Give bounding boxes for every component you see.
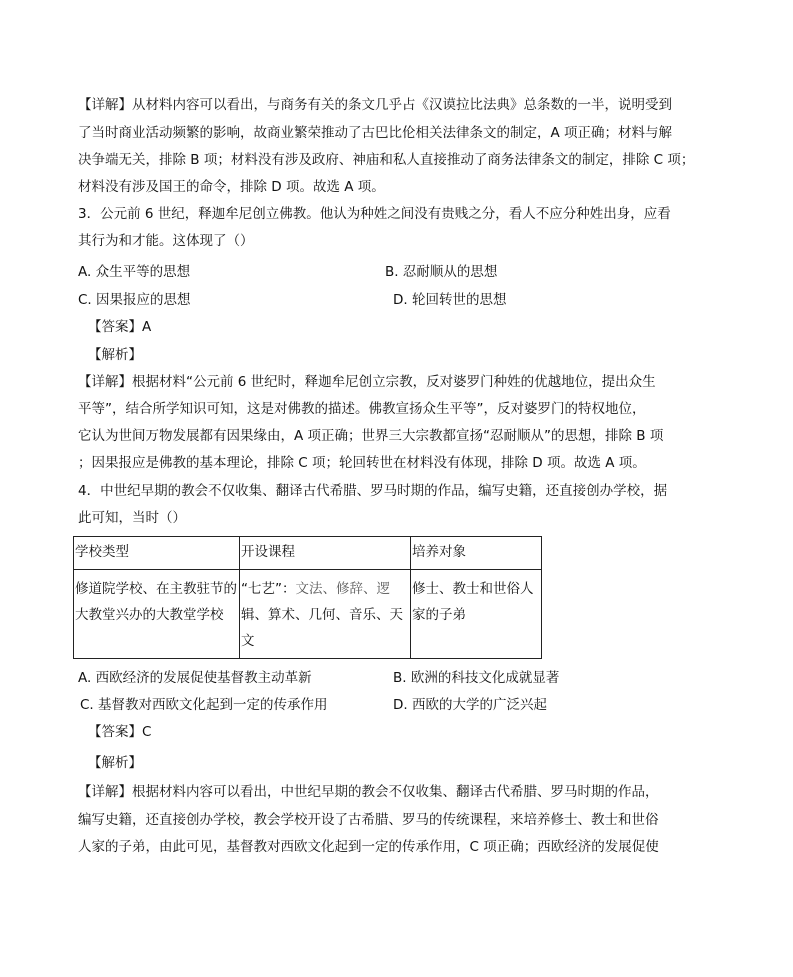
q3-stem-line-1: 3．公元前 6 世纪，释迦牟尼创立佛教。他认为种姓之间没有贵贱之分，看人不应分种姓出身，应看: [78, 206, 671, 222]
q3-detail-line-1: 【详解】根据材料“公元前 6 世纪时，释迦牟尼创立宗教，反对婆罗门种姓的优越地位，提出众生: [78, 374, 656, 390]
course-line: 文: [241, 633, 255, 649]
seven-arts-label: “七艺”：: [241, 581, 296, 597]
q2-detail-line-1: 【详解】从材料内容可以看出，与商务有关的条文几乎占《汉谟拉比法典》总条数的一半，说明受到: [78, 97, 672, 113]
q4-detail-line-1: 【详解】根据材料内容可以看出，中世纪早期的教会不仅收集、翻译古代希腊、罗马时期的作品，: [78, 784, 659, 800]
target-cell: [411, 570, 542, 659]
table-header-cell: 开设课程: [240, 537, 411, 570]
school-type-line: 修道院学校、在主教驻节的: [75, 581, 237, 597]
q2-detail-line-2: 了当时商业活动频繁的影响，故商业繁荣推动了古巴比伦相关法律条文的制定，A 项正确；材料与解: [78, 125, 673, 141]
q4-option-c: C. 基督教对西欧文化起到一定的传承作用: [80, 697, 328, 713]
table-header-cell: 培养对象: [411, 537, 542, 570]
q4-detail-line-2: 编写史籍，还直接创办学校，教会学校开设了古希腊、罗马的传统课程，来培养修士、教士和世俗: [78, 812, 659, 828]
course-cell: [240, 570, 411, 659]
q4-option-a: A. 西欧经济的发展促使基督教主动革新: [78, 670, 312, 686]
table-row: [74, 570, 542, 659]
q3-answer: 【答案】A: [88, 319, 152, 335]
course-line: [241, 576, 409, 602]
q3-analysis-label: 【解析】: [88, 347, 142, 363]
table-header-row: [74, 537, 542, 570]
target-line: 家的子弟: [412, 607, 466, 623]
school-table: [73, 536, 542, 659]
q4-detail-line-3: 人家的子弟，由此可见，基督教对西欧文化起到一定的传承作用，C 项正确；西欧经济的发展促使: [78, 839, 659, 855]
target-line: 修士、教士和世俗人: [412, 581, 534, 597]
q4-option-d: D. 西欧的大学的广泛兴起: [393, 697, 547, 713]
q3-option-a: A. 众生平等的思想: [78, 264, 191, 280]
q2-detail-line-4: 材料没有涉及国王的命令，排除 D 项。故选 A 项。: [78, 179, 385, 195]
table-header-cell: 学校类型: [74, 537, 240, 570]
course-line: 辑、算术、几何、音乐、天: [241, 607, 403, 623]
q4-option-b: B. 欧洲的科技文化成就显著: [393, 670, 560, 686]
q4-answer: 【答案】C: [88, 724, 152, 740]
q3-stem-line-2: 其行为和才能。这体现了（）: [78, 233, 254, 249]
school-type-cell: [74, 570, 240, 659]
q3-detail-line-4: ；因果报应是佛教的基本理论，排除 C 项；轮回转世在材料没有体现，排除 D 项。故选 A 项。: [78, 455, 646, 471]
school-type-line: 大教堂兴办的大教堂学校: [75, 607, 224, 623]
q4-stem-line-1: 4．中世纪早期的教会不仅收集、翻译古代希腊、罗马时期的作品，编写史籍，还直接创办学校，据: [78, 483, 668, 499]
q3-option-d: D. 轮回转世的思想: [393, 292, 507, 308]
q2-detail-line-3: 决争端无关，排除 B 项；材料没有涉及政府、神庙和私人直接推动了商务法律条文的制定，排除 C 项；: [78, 152, 695, 168]
q3-option-c: C. 因果报应的思想: [78, 292, 191, 308]
q3-option-b: B. 忍耐顺从的思想: [385, 264, 498, 280]
q4-analysis-label: 【解析】: [88, 755, 142, 771]
q4-stem-line-2: 此可知，当时（）: [78, 510, 186, 526]
q3-detail-line-2: 平等”，结合所学知识可知，这是对佛教的描述。佛教宣扬众生平等”，反对婆罗门的特权地位，: [78, 401, 646, 417]
course-list: 文法、修辞、逻: [295, 581, 390, 597]
q3-detail-line-3: 它认为世间万物发展都有因果缘由，A 项正确；世界三大宗教都宣扬“忍耐顺从”的思想，排除 B 项: [78, 428, 664, 444]
